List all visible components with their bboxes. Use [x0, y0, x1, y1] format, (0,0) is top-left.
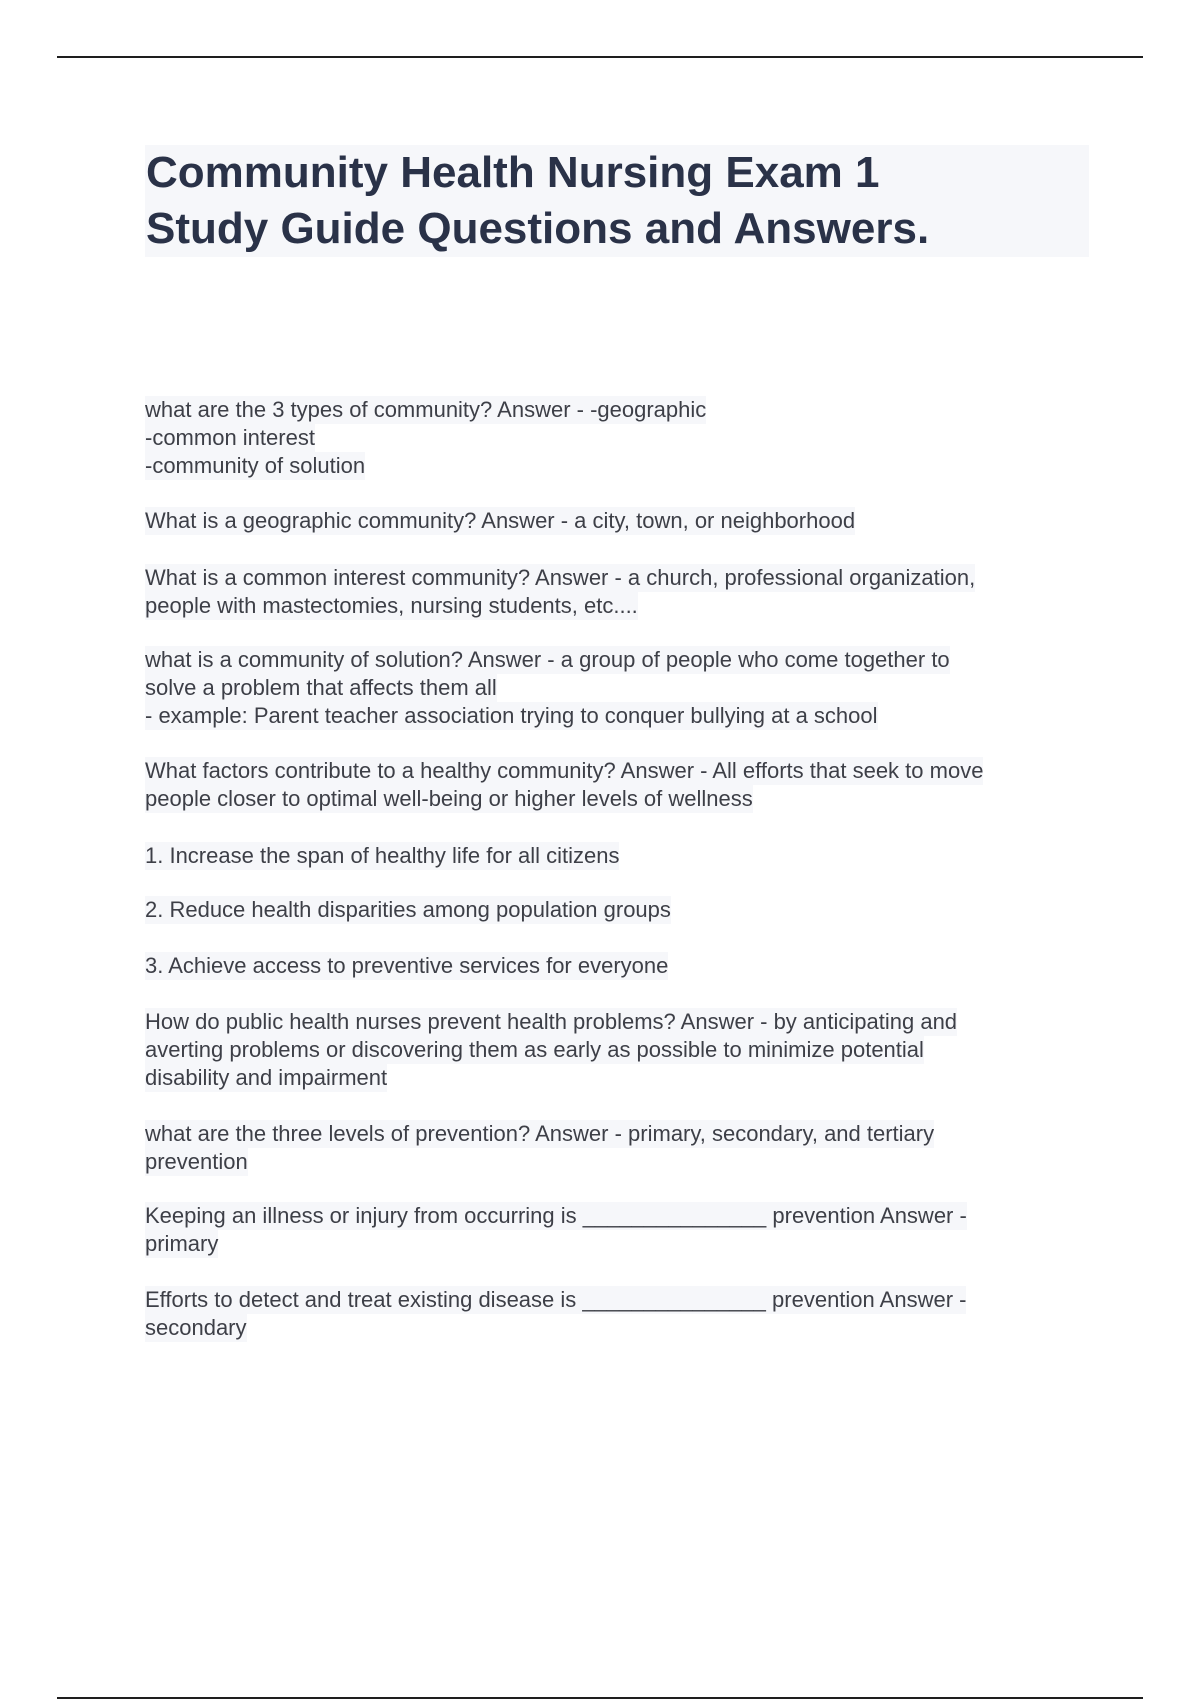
qa-line: Keeping an illness or injury from occurring is _______________ prevention Answer - — [145, 1203, 967, 1228]
qa-entry — [145, 952, 1105, 980]
qa-entry — [145, 1008, 1105, 1092]
qa-line: what is a community of solution? Answer - a group of people who come together to — [145, 647, 950, 672]
title-block — [145, 145, 1089, 257]
qa-line: solve a problem that affects them all — [145, 675, 497, 700]
qa-entry — [145, 564, 1105, 620]
qa-entry — [145, 757, 1105, 813]
qa-entry — [145, 646, 1105, 730]
qa-line: 2. Reduce health disparities among population groups — [145, 897, 671, 922]
qa-line: people with mastectomies, nursing students, etc.... — [145, 593, 638, 618]
qa-entry — [145, 1202, 1105, 1258]
qa-entry — [145, 507, 1105, 535]
qa-line: 3. Achieve access to preventive services for everyone — [145, 953, 669, 978]
qa-line: averting problems or discovering them as early as possible to minimize potential — [145, 1037, 924, 1062]
title-line: Community Health Nursing Exam 1 — [146, 148, 880, 197]
title-line: Study Guide Questions and Answers. — [146, 204, 930, 253]
qa-line: prevention — [145, 1149, 248, 1174]
qa-line: what are the three levels of prevention? Answer - primary, secondary, and tertiary — [145, 1121, 935, 1146]
qa-entry — [145, 1286, 1105, 1342]
qa-line: 1. Increase the span of healthy life for all citizens — [145, 843, 620, 868]
qa-entry — [145, 1120, 1105, 1176]
qa-line: Efforts to detect and treat existing disease is _______________ prevention Answer - — [145, 1287, 967, 1312]
page-title — [145, 145, 1089, 257]
qa-line: disability and impairment — [145, 1065, 388, 1090]
qa-line: What is a common interest community? Answer - a church, professional organization, — [145, 565, 976, 590]
qa-entry — [145, 896, 1105, 924]
qa-line: what are the 3 types of community? Answer - -geographic — [145, 397, 707, 422]
qa-line: -community of solution — [145, 453, 366, 478]
qa-line: - example: Parent teacher association trying to conquer bullying at a school — [145, 703, 878, 728]
qa-line: How do public health nurses prevent health problems? Answer - by anticipating and — [145, 1009, 958, 1034]
qa-line: -common interest — [145, 425, 315, 450]
qa-line: What is a geographic community? Answer - a city, town, or neighborhood — [145, 508, 856, 533]
qa-entry — [145, 842, 1105, 870]
qa-line: primary — [145, 1231, 219, 1256]
qa-list — [145, 396, 1105, 1342]
bottom-divider — [57, 1697, 1143, 1699]
qa-entry — [145, 396, 1105, 480]
qa-line: What factors contribute to a healthy community? Answer - All efforts that seek to move — [145, 758, 984, 783]
qa-line: people closer to optimal well-being or higher levels of wellness — [145, 786, 753, 811]
top-divider — [57, 56, 1143, 58]
qa-line: secondary — [145, 1315, 247, 1340]
